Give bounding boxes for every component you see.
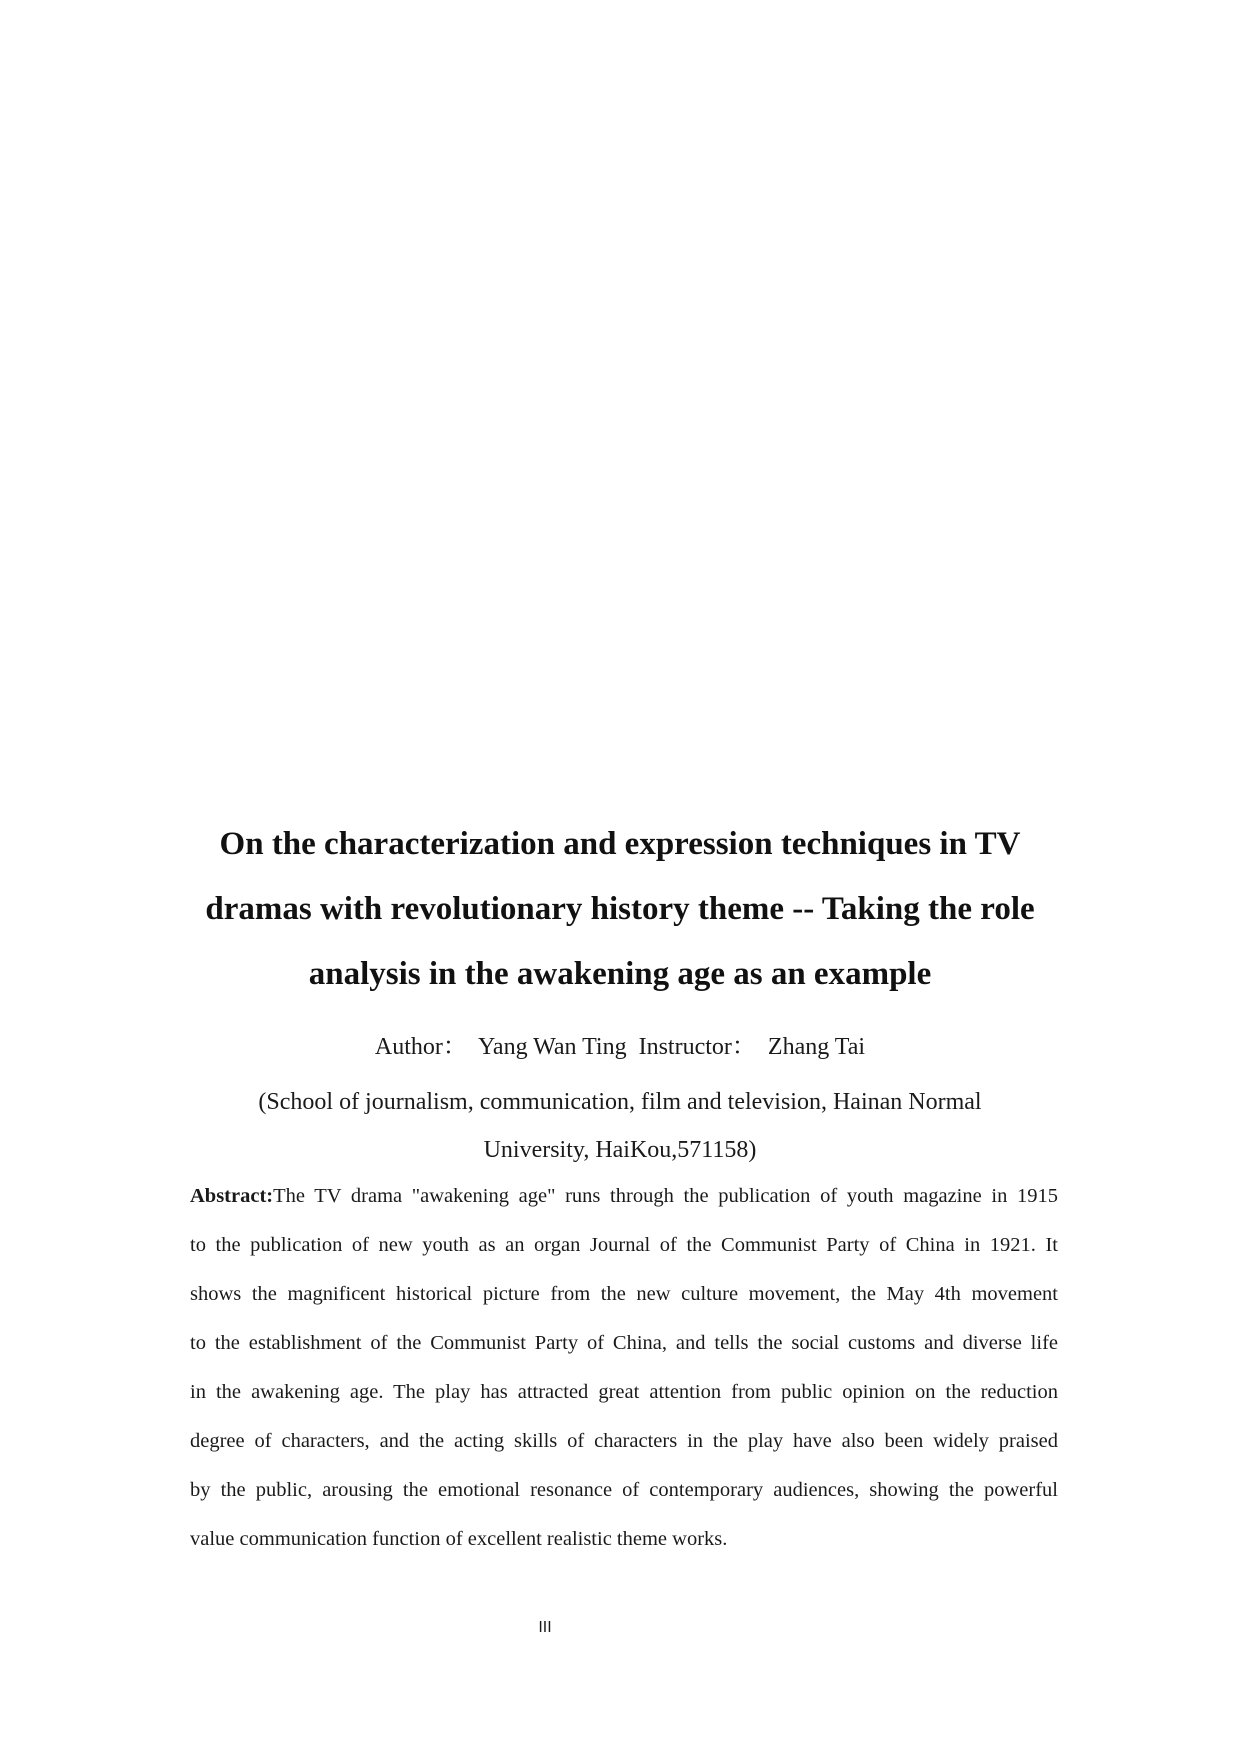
abstract-line: in the awakening age. The play has attracted great attention from public opinion on the reduction <box>190 1381 1058 1403</box>
abstract-line: value communication function of excellent realistic theme works. <box>190 1528 728 1550</box>
byline <box>150 1032 1090 1062</box>
affiliation <box>150 1078 1090 1174</box>
abstract-line: degree of characters, and the acting skills of characters in the play have also been widely praised <box>190 1430 1058 1452</box>
affiliation-line: University, HaiKou,571158) <box>483 1137 757 1163</box>
abstract-line: by the public, arousing the emotional resonance of contemporary audiences, showing the powerful <box>190 1479 1058 1501</box>
abstract <box>190 1172 1058 1564</box>
affiliation-line: (School of journalism, communication, film and television, Hainan Normal <box>258 1089 982 1115</box>
title-line: dramas with revolutionary history theme -- Taking the role <box>205 891 1035 927</box>
author-label: Author： <box>374 1034 467 1060</box>
abstract-line <box>190 1172 1058 1221</box>
page-number: III <box>538 1618 552 1636</box>
abstract-label: Abstract: <box>190 1185 274 1207</box>
abstract-line: to the publication of new youth as an organ Journal of the Communist Party of China in 1921. It <box>190 1234 1058 1256</box>
abstract-line: shows the magnificent historical picture from the new culture movement, the May 4th movement <box>190 1283 1058 1305</box>
paper-title <box>150 812 1090 1007</box>
title-line: analysis in the awakening age as an example <box>308 956 932 992</box>
abstract-text: The TV drama "awakening age" runs through the publication of youth magazine in 1915 <box>273 1185 1058 1207</box>
author-name: Yang Wan Ting <box>478 1034 627 1060</box>
title-line: On the characterization and expression techniques in TV <box>219 826 1021 862</box>
abstract-line: to the establishment of the Communist Party of China, and tells the social customs and diverse life <box>190 1332 1058 1354</box>
instructor-label: Instructor： <box>638 1034 756 1060</box>
instructor-name: Zhang Tai <box>767 1034 866 1060</box>
